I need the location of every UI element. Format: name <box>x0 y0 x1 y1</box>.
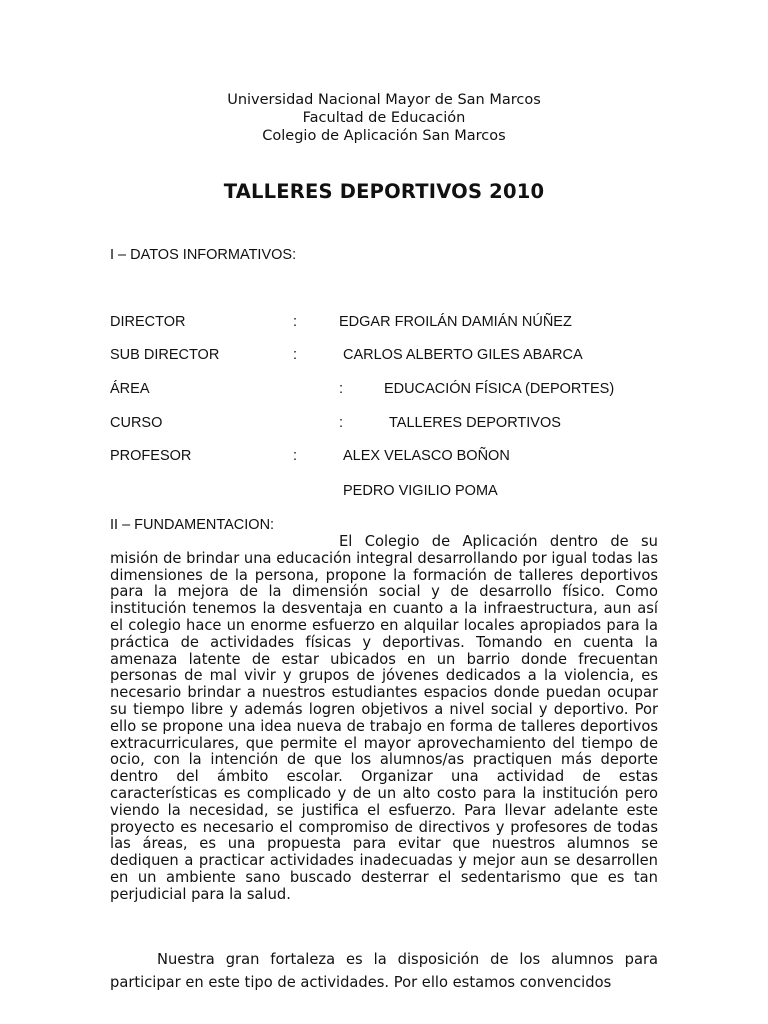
info-value: EDGAR FROILÁN DAMIÁN NÚÑEZ <box>339 314 572 330</box>
info-value: PEDRO VIGILIO POMA <box>343 483 498 499</box>
info-colon: : <box>293 314 298 330</box>
info-label: ÁREA <box>110 381 150 397</box>
info-value: ALEX VELASCO BOÑON <box>343 448 510 464</box>
info-label: CURSO <box>110 415 163 431</box>
info-colon: : <box>293 347 298 363</box>
section-heading-datos: I – DATOS INFORMATIVOS: <box>110 247 297 263</box>
info-colon: : <box>293 448 298 464</box>
college-name: Colegio de Aplicación San Marcos <box>262 128 506 144</box>
faculty-name: Facultad de Educación <box>302 110 466 126</box>
info-value: TALLERES DEPORTIVOS <box>389 415 561 431</box>
paragraph-text: El Colegio de Aplicación dentro de su misión de brindar una educación integral desarrollando por igual todas las dimensiones de la persona, propone la formación de talleres deportivos para la mejora de la dimensión social y de desarrollo físico. Como institución tenemos la desventaja en cuanto a la infraestructura, aun así el colegio hace un enorme esfuerzo en alquilar locales apropiados para la práctica de actividades físicas y deportivas. Tomando en cuenta la amenaza latente de estar ubicados en un barrio donde frecuentan personas de mal vivir y grupos de jóvenes dedicados a la violencia, es necesario brindar a nuestros estudiantes espacios donde puedan ocupar su tiempo libre y además logren objetivos a nivel social y deportivo. Por ello se propone una idea nueva de trabajo en forma de talleres deportivos extracurriculares, que permite el mayor aprovechamiento del tiempo de ocio, con la intención de que los alumnos/as practiquen más deporte dentro del ámbito escolar. Organizar una actividad de estas características es complicado y de un alto costo para la institución pero viendo la necesidad, se justifica el esfuerzo. Para llevar adelante este proyecto es necesario el compromiso de directivos y profesores de todas las áreas, es una propuesta para evitar que nuestros alumnos se dediquen a practicar actividades inadecuadas y mejor aun se desarrollen en un ambiente sano buscado desterrar el sedentarismo que es tan perjudicial para la salud. <box>110 533 658 903</box>
info-colon: : <box>339 415 344 431</box>
university-name: Universidad Nacional Mayor de San Marcos <box>227 92 541 108</box>
info-label: PROFESOR <box>110 448 192 464</box>
section-heading-fundamentacion: II – FUNDAMENTACION: <box>110 517 275 533</box>
paragraph-text: Nuestra gran fortaleza es la disposición de los alumnos para participar en este tipo de actividades. Por ello estamos convencidos <box>110 951 658 991</box>
document-title: TALLERES DEPORTIVOS 2010 <box>223 180 545 203</box>
info-value: CARLOS ALBERTO GILES ABARCA <box>343 347 583 363</box>
info-label: DIRECTOR <box>110 314 186 330</box>
fundamentacion-paragraph-2 <box>110 948 658 994</box>
fundamentacion-paragraph-1 <box>110 534 658 904</box>
info-colon: : <box>339 381 344 397</box>
info-value: EDUCACIÓN FÍSICA (DEPORTES) <box>384 381 615 397</box>
info-label: SUB DIRECTOR <box>110 347 220 363</box>
